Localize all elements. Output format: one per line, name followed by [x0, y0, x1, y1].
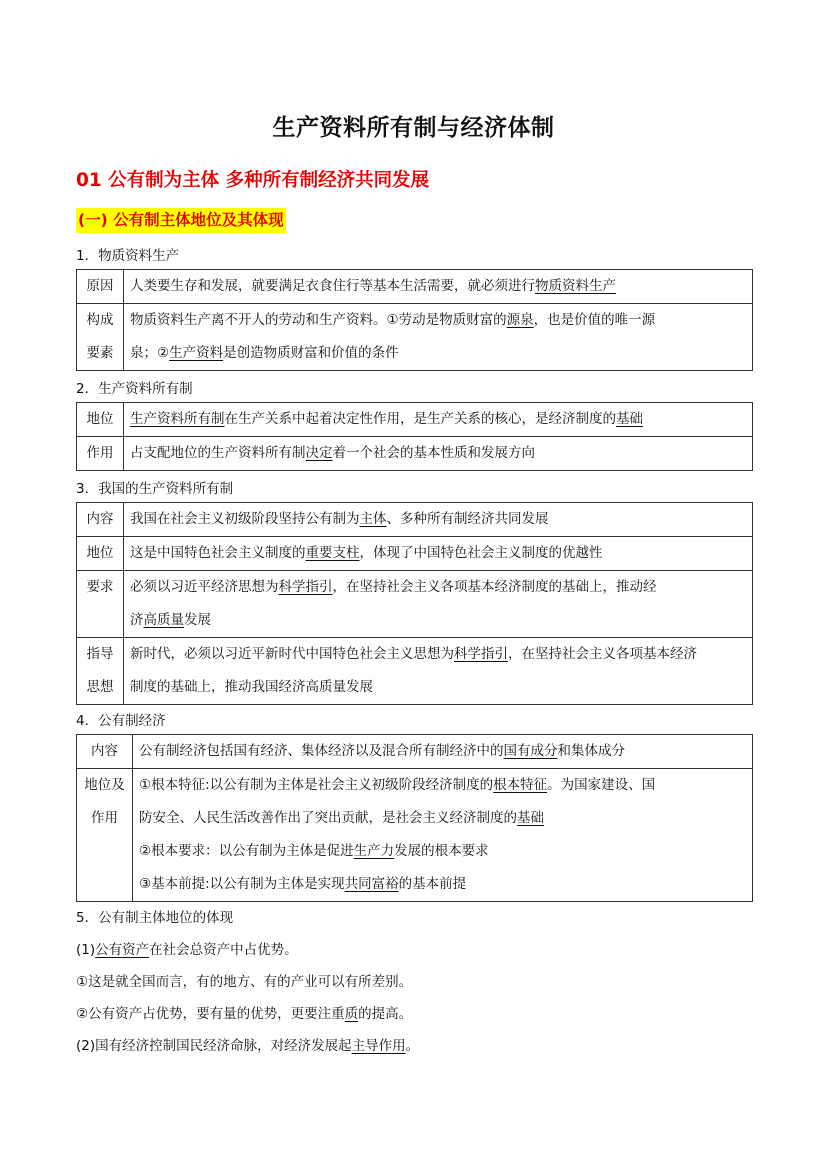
table-row: [77, 537, 753, 571]
row-key: 要求: [77, 571, 124, 638]
paragraph: ②公有资产占优势，要有量的优势，更要注重质的提高。: [76, 1006, 413, 1022]
row-value: 新时代，必须以习近平新时代中国特色社会主义思想为科学指引，在坚持社会主义各项基本经济 制度的基础上，推动我国经济高质量发展: [124, 638, 753, 705]
table-row: [77, 638, 753, 705]
item-label-5: 5．公有制主体地位的体现: [76, 910, 234, 926]
table-row: [77, 503, 753, 537]
row-value: ①根本特征:以公有制为主体是社会主义初级阶段经济制度的根本特征。为国家建设、国 防安全、人民生活改善作出了突出贡献，是社会主义经济制度的基础 ②根本要求：以公有制为主体是促进生产力发展的根本要求 ③基本前提:以公有制为主体是实现共同富裕的基本前提: [133, 769, 753, 902]
row-key: 构成 要素: [77, 304, 124, 371]
table-ownership: [76, 402, 753, 471]
row-key: 地位及 作用: [77, 769, 133, 902]
table-row: [77, 304, 753, 371]
row-key: 内容: [77, 735, 133, 769]
row-key: 指导 思想: [77, 638, 124, 705]
table-row: [77, 437, 753, 471]
row-value: 公有制经济包括国有经济、集体经济以及混合所有制经济中的国有成分和集体成分: [133, 735, 753, 769]
table-row: [77, 270, 753, 304]
paragraph: (1)公有资产在社会总资产中占优势。: [76, 942, 298, 958]
row-key: 原因: [77, 270, 124, 304]
row-value: 占支配地位的生产资料所有制决定着一个社会的基本性质和发展方向: [124, 437, 753, 471]
table-material-production: [76, 269, 753, 371]
paragraph: ①这是就全国而言，有的地方、有的产业可以有所差别。: [76, 974, 413, 990]
table-china-ownership: [76, 502, 753, 705]
table-row: [77, 735, 753, 769]
row-key: 作用: [77, 437, 124, 471]
table-row: [77, 403, 753, 437]
table-row: [77, 769, 753, 902]
row-value: 人类要生存和发展，就要满足衣食住行等基本生活需要，就必须进行物质资料生产: [124, 270, 753, 304]
row-value: 我国在社会主义初级阶段坚持公有制为主体、多种所有制经济共同发展: [124, 503, 753, 537]
table-public-economy: [76, 734, 753, 902]
row-value: 生产资料所有制在生产关系中起着决定性作用，是生产关系的核心，是经济制度的基础: [124, 403, 753, 437]
row-value: 必须以习近平经济思想为科学指引，在坚持社会主义各项基本经济制度的基础上，推动经 济高质量发展: [124, 571, 753, 638]
page-title: 生产资料所有制与经济体制: [272, 115, 555, 141]
item-label-4: 4．公有制经济: [76, 713, 166, 729]
table-row: [77, 571, 753, 638]
row-value: 这是中国特色社会主义制度的重要支柱，体现了中国特色社会主义制度的优越性: [124, 537, 753, 571]
row-value: 物质资料生产离不开人的劳动和生产资料。①劳动是物质财富的源泉，也是价值的唯一源 泉；②生产资料是创造物质财富和价值的条件: [124, 304, 753, 371]
section-heading: 01 公有制为主体 多种所有制经济共同发展: [76, 170, 430, 191]
subsection-heading: (一) 公有制主体地位及其体现: [76, 208, 286, 233]
row-key: 内容: [77, 503, 124, 537]
item-label-2: 2．生产资料所有制: [76, 381, 193, 397]
row-key: 地位: [77, 403, 124, 437]
paragraph: (2)国有经济控制国民经济命脉，对经济发展起主导作用。: [76, 1038, 420, 1054]
row-key: 地位: [77, 537, 124, 571]
item-label-1: 1．物质资料生产: [76, 248, 180, 264]
item-label-3: 3．我国的生产资料所有制: [76, 481, 234, 497]
